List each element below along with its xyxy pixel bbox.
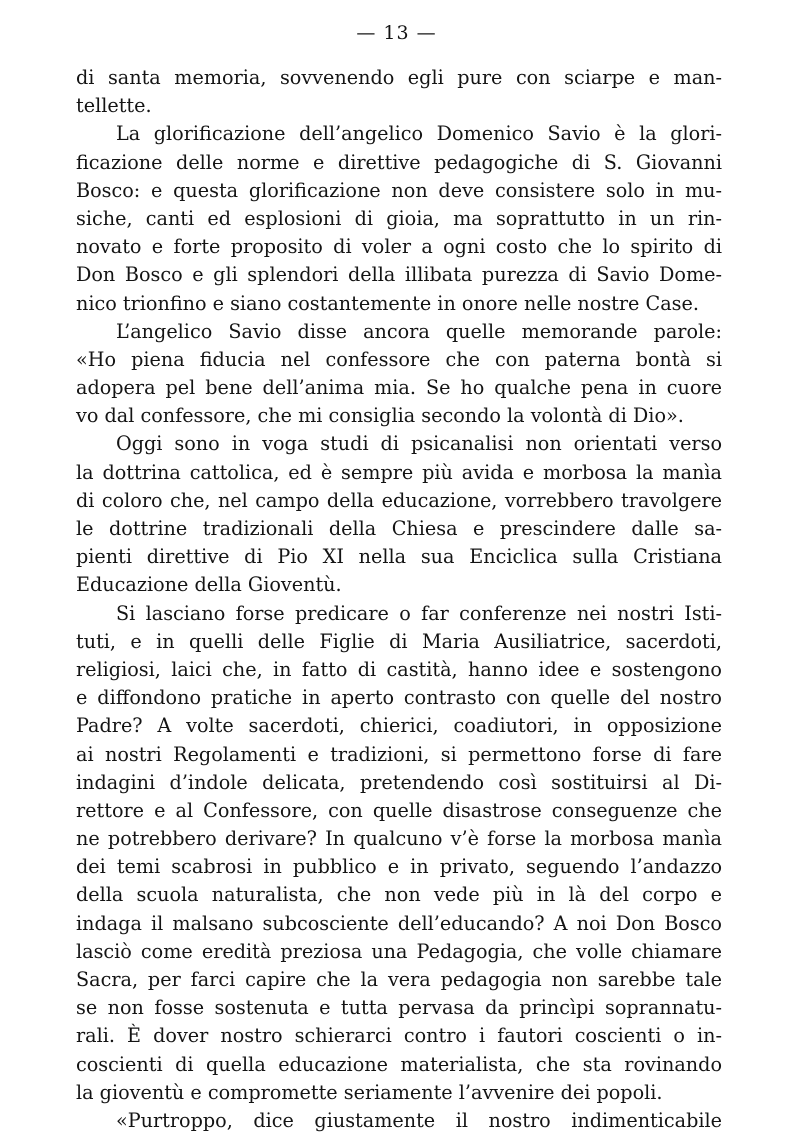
text-line: della scuola naturalista, che non vede più in là del corpo e	[76, 883, 722, 907]
text-line: tuti, e in quelli delle Figlie di Maria Ausiliatrice, sacerdoti,	[76, 629, 722, 653]
text-line: indaga il malsano subcosciente dell’educando? A noi Don Bosco	[76, 911, 722, 935]
text-line: coscienti di quella educazione materialista, che sta rovinando	[76, 1052, 722, 1076]
text-line: Si lasciano forse predicare o far conferenze nei nostri Isti-	[116, 601, 722, 625]
page-number: — 13 —	[356, 22, 437, 44]
text-line: Padre? A volte sacerdoti, chierici, coadiutori, in opposizione	[76, 714, 722, 738]
text-line: di coloro che, nel campo della educazione, vorrebbero travolgere	[76, 488, 722, 512]
text-line: pienti direttive di Pio XI nella sua Enciclica sulla Cristiana	[76, 545, 722, 569]
text-line: lasciò come eredità preziosa una Pedagogia, che volle chiamare	[76, 939, 722, 963]
text-line: siche, canti ed esplosioni di gioia, ma soprattutto in un rin-	[76, 206, 722, 230]
text-line: «Ho piena fiducia nel confessore che con paterna bontà si	[76, 347, 722, 371]
text-line: indagini d’indole delicata, pretendendo così sostituirsi al Di-	[76, 770, 722, 794]
text-line: le dottrine tradizionali della Chiesa e prescindere dalle sa-	[76, 517, 722, 540]
text-line: vo dal confessore, che mi consiglia secondo la volontà di Dio».	[76, 404, 684, 428]
text-line: adopera pel bene dell’anima mia. Se ho qualche pena in cuore	[76, 376, 722, 400]
text-line: La glorificazione dell’angelico Domenico Savio è la glori-	[116, 122, 722, 146]
text-line: se non fosse sostenuta e tutta pervasa da princìpi soprannatu-	[76, 996, 722, 1020]
text-line: la dottrina cattolica, ed è sempre più avida e morbosa la manìa	[76, 460, 722, 484]
text-line: L’angelico Savio disse ancora quelle memorande parole:	[116, 319, 722, 343]
body-text	[76, 64, 722, 1135]
text-line: e diffondono pratiche in aperto contrasto con quelle del nostro	[76, 686, 722, 710]
text-line: ne potrebbero derivare? In qualcuno v’è forse la morbosa manìa	[76, 827, 722, 851]
text-line: tellette.	[76, 94, 152, 118]
text-line: novato e forte proposito di voler a ogni costo che lo spirito di	[76, 235, 722, 259]
text-line: ficazione delle norme e direttive pedagogiche di S. Giovanni	[76, 150, 722, 174]
text-line: ai nostri Regolamenti e tradizioni, si permettono forse di fare	[76, 742, 722, 766]
text-line: Sacra, per farci capire che la vera pedagogia non sarebbe tale	[76, 968, 722, 991]
text-line: «Purtroppo, dice giustamente il nostro indimenticabile	[116, 1108, 722, 1132]
text-line: la gioventù e compromette seriamente l’avvenire dei popoli.	[76, 1080, 663, 1104]
text-line: Oggi sono in voga studi di psicanalisi non orientati verso	[116, 432, 722, 456]
text-line: rettore e al Confessore, con quelle disastrose conseguenze che	[76, 798, 722, 822]
text-line: rali. È dover nostro schierarci contro i fautori coscienti o in-	[76, 1024, 722, 1048]
text-line: religiosi, laici che, in fatto di castità, hanno idee e sostengono	[76, 657, 722, 681]
text-line: nico trionfino e siano costantemente in onore nelle nostre Case.	[76, 291, 699, 315]
text-line: di santa memoria, sovvenendo egli pure con sciarpe e man-	[76, 66, 722, 89]
text-line: Don Bosco e gli splendori della illibata purezza di Savio Dome-	[76, 263, 722, 287]
text-line: dei temi scabrosi in pubblico e in privato, seguendo l’andazzo	[76, 855, 722, 879]
text-line: Educazione della Gioventù.	[76, 573, 342, 597]
text-line: Bosco: e questa glorificazione non deve consistere solo in mu-	[76, 178, 722, 202]
